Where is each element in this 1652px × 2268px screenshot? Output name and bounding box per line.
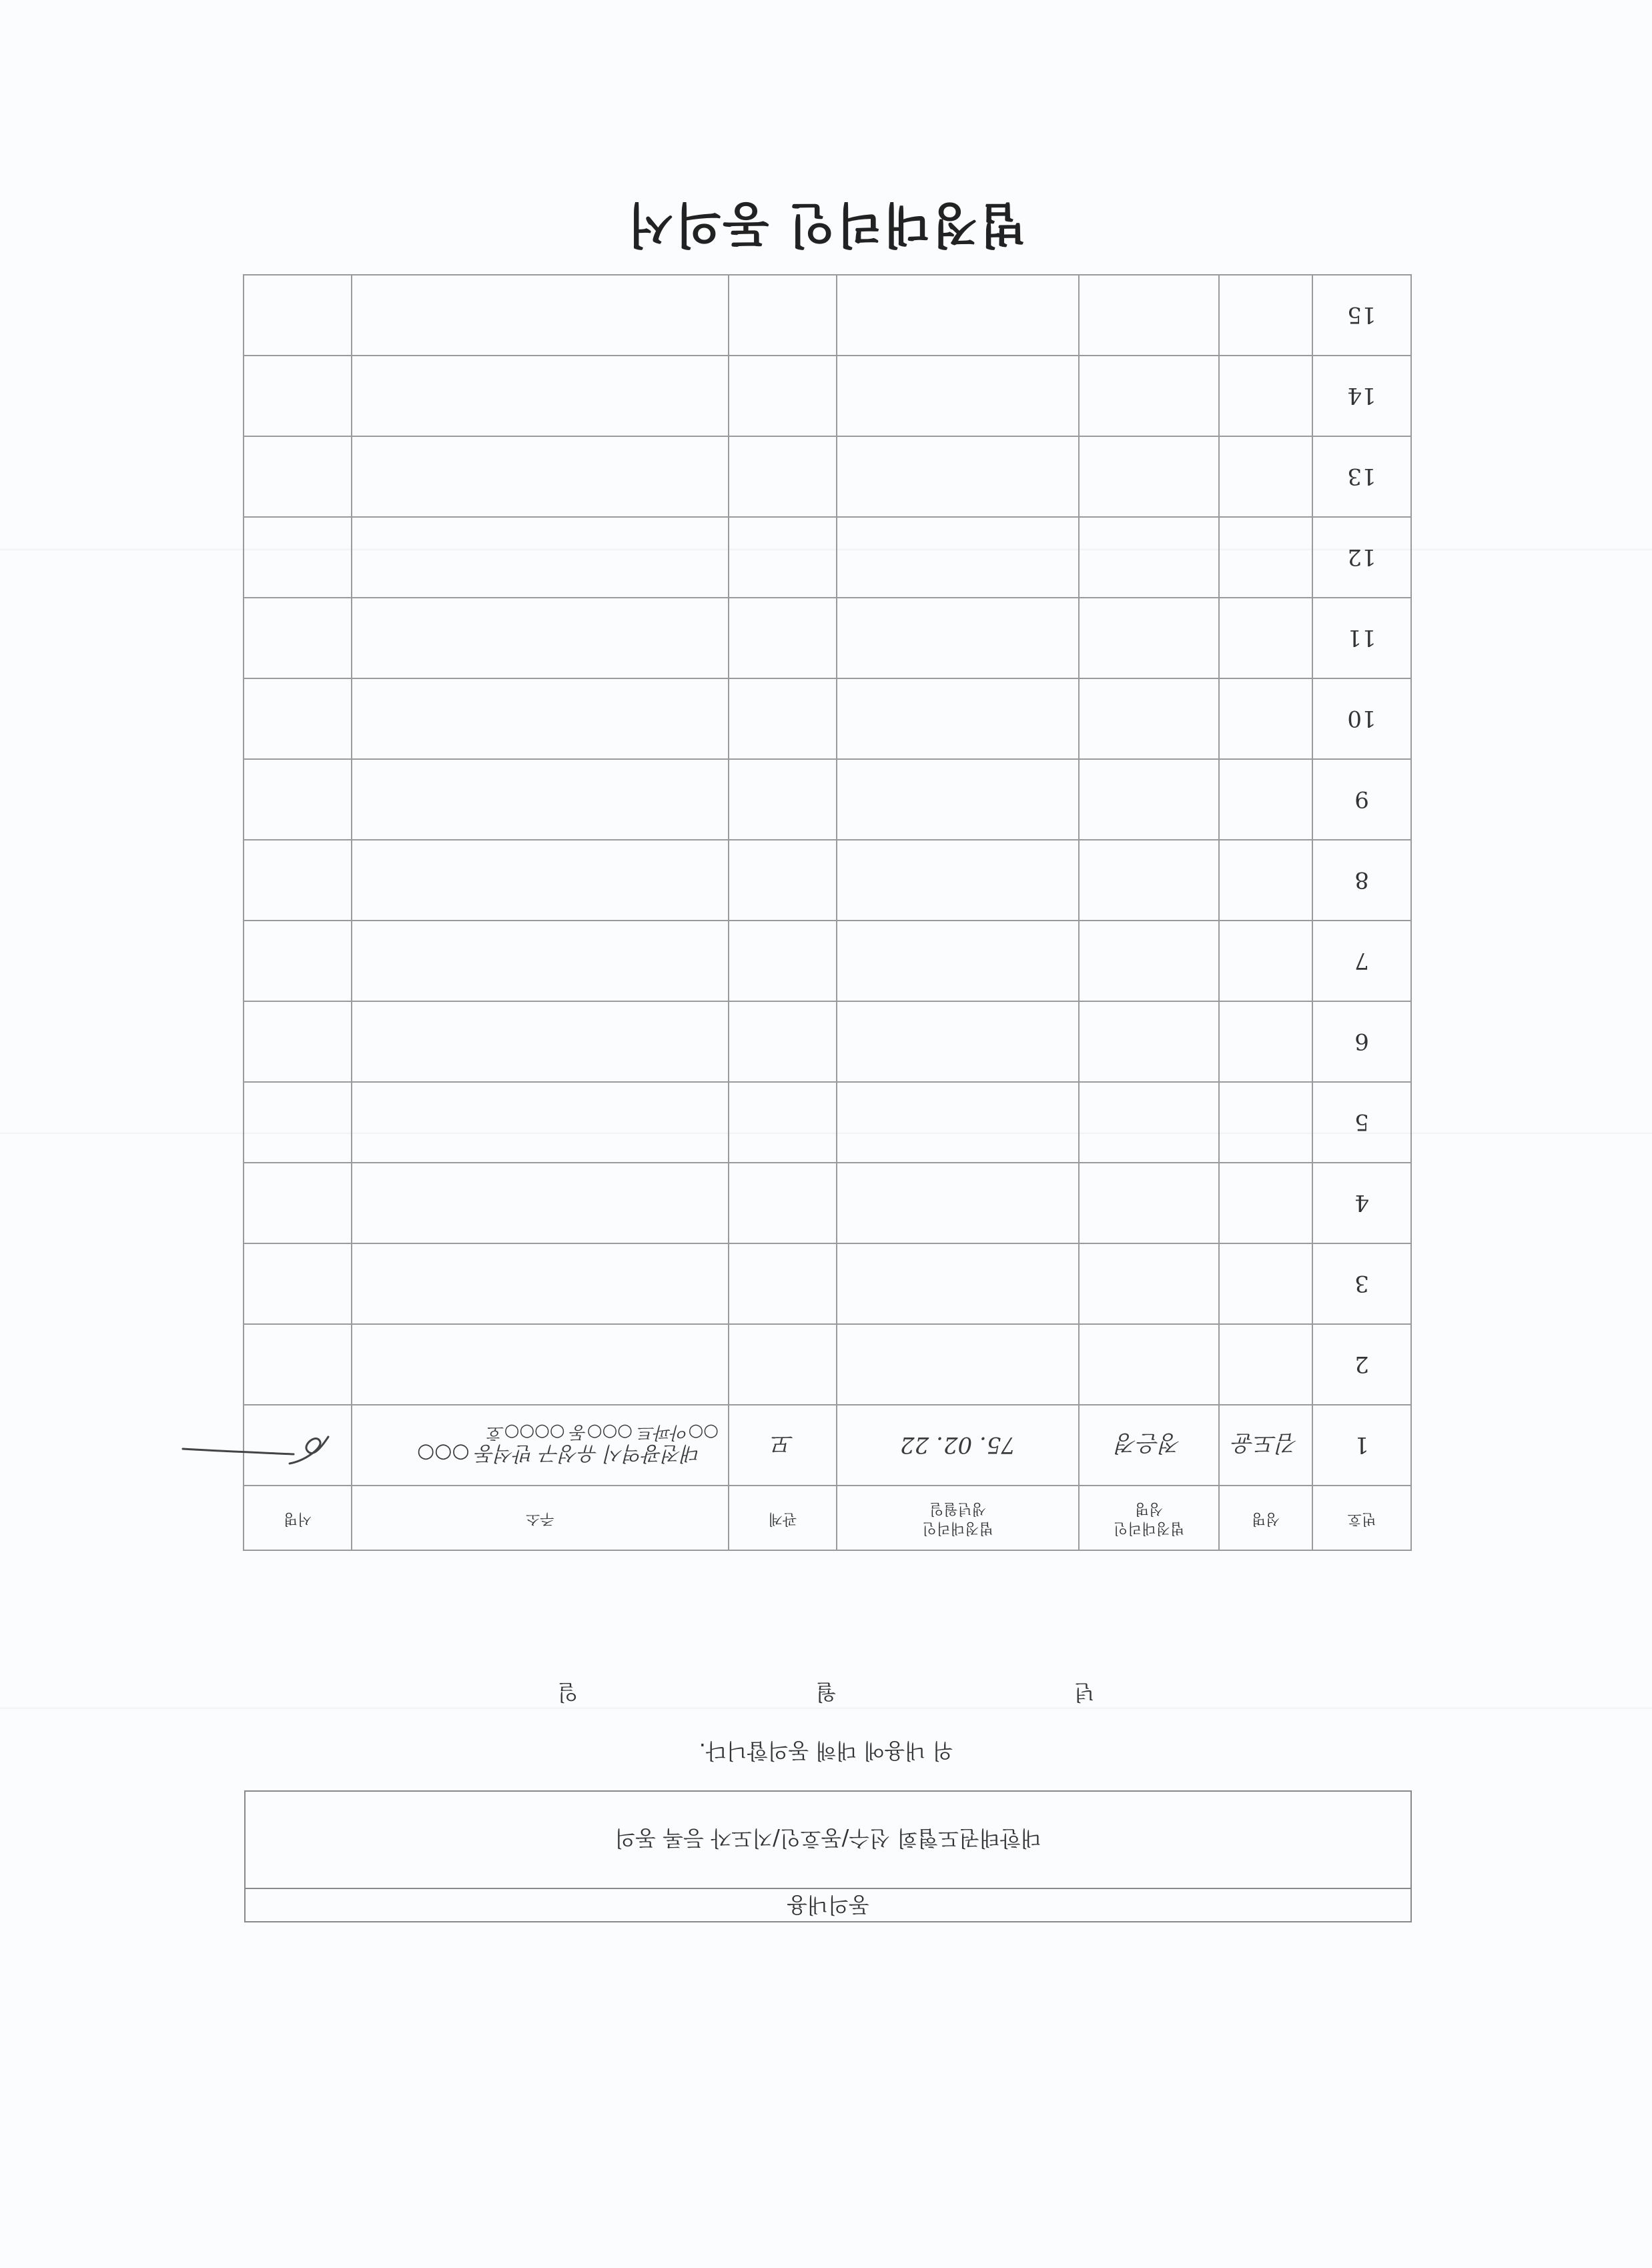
guardian-name-cell: 정은경 [1079,1405,1219,1486]
relation-cell [729,840,837,921]
row-number: 11 [1312,598,1411,678]
address-cell [352,436,729,517]
table-row [244,598,1411,678]
signature-cell [244,1082,352,1163]
signature-cell [244,840,352,921]
date-month-label: 월 [815,1680,837,1705]
address-cell [352,275,729,356]
content-text: 대한태권도협회 선수/동호인/지도자 등록 동의 [614,1826,1042,1851]
table-row [244,1082,1411,1163]
guardian-name-cell [1079,1163,1219,1243]
relation-cell [729,275,837,356]
table-row [244,1324,1411,1405]
signature-cell [244,759,352,840]
guardian-birth-cell [837,598,1079,678]
address-cell [352,840,729,921]
student-name-cell [1219,436,1312,517]
row-number: 3 [1312,1243,1411,1324]
table-row [244,1163,1411,1243]
table-row [244,436,1411,517]
table-row [244,517,1411,598]
row-number: 8 [1312,840,1411,921]
address-cell [352,356,729,436]
row-number: 9 [1312,759,1411,840]
address-cell [352,678,729,759]
address-cell [352,517,729,598]
relation-cell [729,921,837,1001]
row-number: 7 [1312,921,1411,1001]
guardian-birth-cell [837,517,1079,598]
date-year-label: 년 [1074,1680,1095,1705]
relation-cell [729,1163,837,1243]
guardian-birth-cell [837,1163,1079,1243]
signature-cell [244,517,352,598]
student-name-cell [1219,517,1312,598]
address-cell [352,1324,729,1405]
row-number: 2 [1312,1324,1411,1405]
student-name-cell [1219,840,1312,921]
relation-cell [729,1243,837,1324]
address-cell [352,598,729,678]
signature-cell [244,1001,352,1082]
address-cell [352,1243,729,1324]
consent-content-box [244,1790,1412,1922]
relation-cell [729,1001,837,1082]
guardian-birth-cell [837,759,1079,840]
address-cell [352,1082,729,1163]
student-name-cell [1219,759,1312,840]
guardian-birth-cell [837,275,1079,356]
table-row [244,1405,1411,1486]
header-guardian-name: 법정대리인 성명 [1079,1486,1219,1550]
student-name-cell [1219,678,1312,759]
guardian-name-cell [1079,921,1219,1001]
address-line: ○○아파트 ○○○동 ○○○○호 [487,1422,719,1442]
header-signature: 서명 [244,1486,352,1550]
guardian-name-cell [1079,1243,1219,1324]
row-number: 5 [1312,1082,1411,1163]
handwritten-signature [173,1414,347,1481]
table-row [244,1243,1411,1324]
guardian-birth-cell [837,921,1079,1001]
address-cell [352,759,729,840]
guardian-birth-cell [837,840,1079,921]
address-cell [352,921,729,1001]
student-name-cell [1219,921,1312,1001]
relation-cell [729,1082,837,1163]
signature-cell [244,1163,352,1243]
signature-cell [244,921,352,1001]
row-number: 12 [1312,517,1411,598]
guardian-birth-cell [837,678,1079,759]
header-no: 번호 [1312,1486,1411,1550]
guardian-birth-cell [837,1001,1079,1082]
guardian-name-cell [1079,517,1219,598]
guardian-table [243,274,1412,1551]
relation-cell [729,598,837,678]
consent-statement: 위 내용에 대해 동의합니다. [699,1738,953,1764]
relation-cell: 모 [729,1405,837,1486]
student-name-cell [1219,1082,1312,1163]
row-number: 6 [1312,1001,1411,1082]
student-name-cell [1219,1163,1312,1243]
signature-cell [244,1324,352,1405]
relation-cell [729,356,837,436]
student-name-cell [1219,1324,1312,1405]
guardian-birth-cell [837,1082,1079,1163]
row-number: 13 [1312,436,1411,517]
student-name-cell [1219,275,1312,356]
table-row [244,921,1411,1001]
guardian-birth-cell: 75. 02. 22 [837,1405,1079,1486]
guardian-name-cell [1079,1001,1219,1082]
guardian-name-cell [1079,678,1219,759]
header-name: 성명 [1219,1486,1312,1550]
relation-cell [729,759,837,840]
table-row [244,1001,1411,1082]
address-cell [352,1405,729,1486]
student-name-cell [1219,356,1312,436]
relation-cell [729,1324,837,1405]
guardian-name-cell [1079,1082,1219,1163]
signature-cell [244,598,352,678]
guardian-name-cell [1079,356,1219,436]
signature-cell [244,275,352,356]
address-cell [352,1001,729,1082]
table-row [244,275,1411,356]
address-line: 대전광역시 유성구 반석동 ○○○ [417,1442,701,1465]
student-name-cell [1219,1001,1312,1082]
row-number: 10 [1312,678,1411,759]
signature-cell [244,678,352,759]
address-cell [352,1163,729,1243]
content-header: 동의내용 [246,1888,1410,1921]
student-name-cell [1219,598,1312,678]
header-address: 주소 [352,1486,729,1550]
signature-cell [244,1405,352,1486]
relation-cell [729,678,837,759]
guardian-name-cell [1079,840,1219,921]
row-number: 14 [1312,356,1411,436]
row-number: 4 [1312,1163,1411,1243]
date-line [0,1678,1652,1709]
table-header-row [244,1486,1411,1550]
guardian-birth-cell [837,436,1079,517]
guardian-birth-cell [837,1324,1079,1405]
guardian-birth-cell [837,356,1079,436]
header-relation: 관계 [729,1486,837,1550]
guardian-name-cell [1079,598,1219,678]
guardian-birth-cell [837,1243,1079,1324]
page-title: 법정대리인 동의서 [626,197,1026,253]
guardian-name-cell [1079,1324,1219,1405]
relation-cell [729,517,837,598]
guardian-name-cell [1079,759,1219,840]
signature-cell [244,1243,352,1324]
date-day-label: 일 [557,1680,578,1705]
row-number: 1 [1312,1405,1411,1486]
header-guardian-birth: 법정대리인 생년월일 [837,1486,1079,1550]
guardian-name-cell [1079,436,1219,517]
guardian-name-cell [1079,275,1219,356]
signature-cell [244,436,352,517]
row-number: 15 [1312,275,1411,356]
table-row [244,840,1411,921]
student-name-cell [1219,1243,1312,1324]
table-row [244,759,1411,840]
relation-cell [729,436,837,517]
signature-cell [244,356,352,436]
table-row [244,356,1411,436]
student-name-cell: 김도윤 [1219,1405,1312,1486]
table-row [244,678,1411,759]
